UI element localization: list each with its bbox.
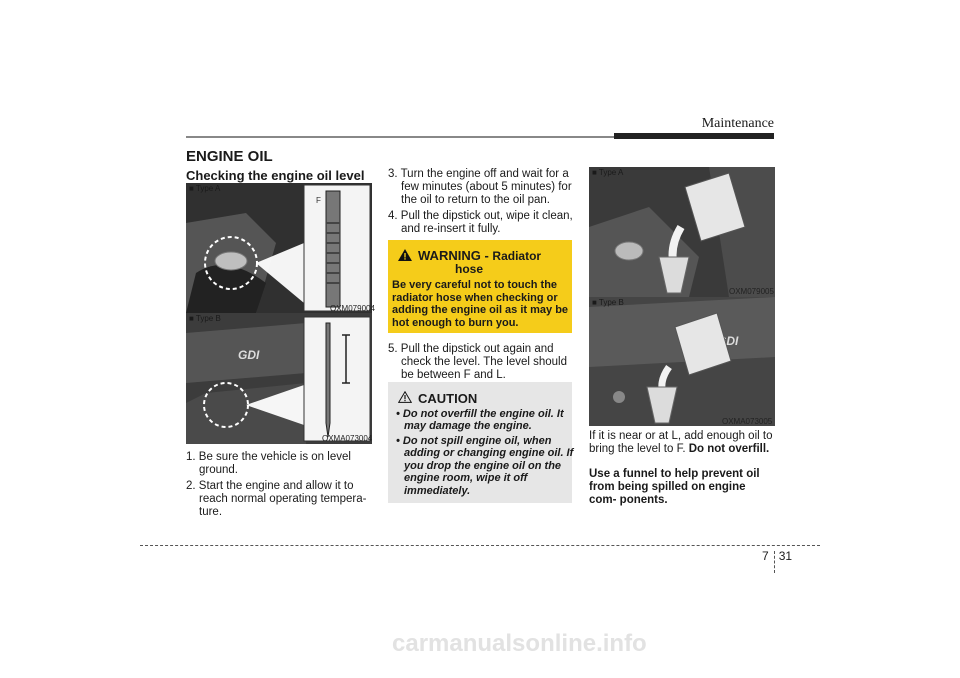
steps-left [186,451,372,522]
footer-divider [774,551,775,573]
steps-middle [388,168,574,239]
figure-type-a-code: OXM079004 [330,304,375,313]
figure-oil-fill-type-b [589,297,775,426]
figure-type-b-label: ■ Type B [189,314,221,323]
warning-text: Be very careful not to touch the radiator hose when checking or adding the engine oil as it may be hot enough to burn you. [392,279,569,329]
section-title: ENGINE OIL [186,148,273,165]
figure-type-b-code: OXMA073004 [322,434,373,443]
warning-icon [398,249,412,261]
header-rule-accent [614,133,774,139]
caution-title: CAUTION [418,391,478,406]
caution-item: • Do not overfill the engine oil. It may damage the engine. [396,408,564,433]
figure-engine-dipstick-type-b [186,313,372,444]
figure-engine-logo: GDI [238,348,260,362]
caution-icon [398,391,412,403]
figure-right-engine-logo: GDI [717,334,739,348]
figure-right-type-b-code: OXMA073005 [722,417,773,426]
page-number: 7 31 [762,549,793,563]
list-item: 5. Pull the dipstick out again and check the level. The level should be between F and L. [388,343,567,381]
list-item: 1. Be sure the vehicle is on level ground. [186,451,351,476]
list-item: 3. Turn the engine off and wait for a few minutes (about 5 minutes) for the oil to return to the oil pan. [388,168,572,206]
watermark: carmanualsonline.info [392,630,647,657]
figure-right-type-a-label: ■ Type A [592,168,624,177]
figure-oil-fill-type-a [589,167,775,297]
caution-item: • Do not spill engine oil, when adding or changing engine oil. If you drop the engine oil on the engine room, wipe it off immediately. [396,435,574,497]
figure-engine-dipstick-type-a [186,183,372,313]
step-5 [388,343,574,385]
figure-type-a-label: ■ Type A [189,184,221,193]
right-paragraph-1: If it is near or at L, add enough oil to bring the level to F. Do not overfill. [589,430,773,455]
header-section: Maintenance [701,116,774,131]
figure-right-type-a-code: OXM079005 [729,287,774,296]
footer-rule [140,545,820,546]
list-item: 4. Pull the dipstick out, wipe it clean, and re-insert it fully. [388,210,573,235]
right-paragraph-2: Use a funnel to help prevent oil from being spilled on engine com- ponents. [589,468,760,506]
subsection-title: Checking the engine oil level [186,168,365,183]
warning-subtitle: hose [455,262,484,276]
caution-box [388,382,572,503]
warning-box [388,240,572,333]
warning-title: WARNING - Radiator [418,248,542,263]
list-item: 2. Start the engine and allow it to reach normal operating tempera- ture. [186,480,367,518]
header-rule [186,136,614,138]
svg-text:F: F [316,196,321,205]
figure-right-type-b-label: ■ Type B [592,298,624,307]
